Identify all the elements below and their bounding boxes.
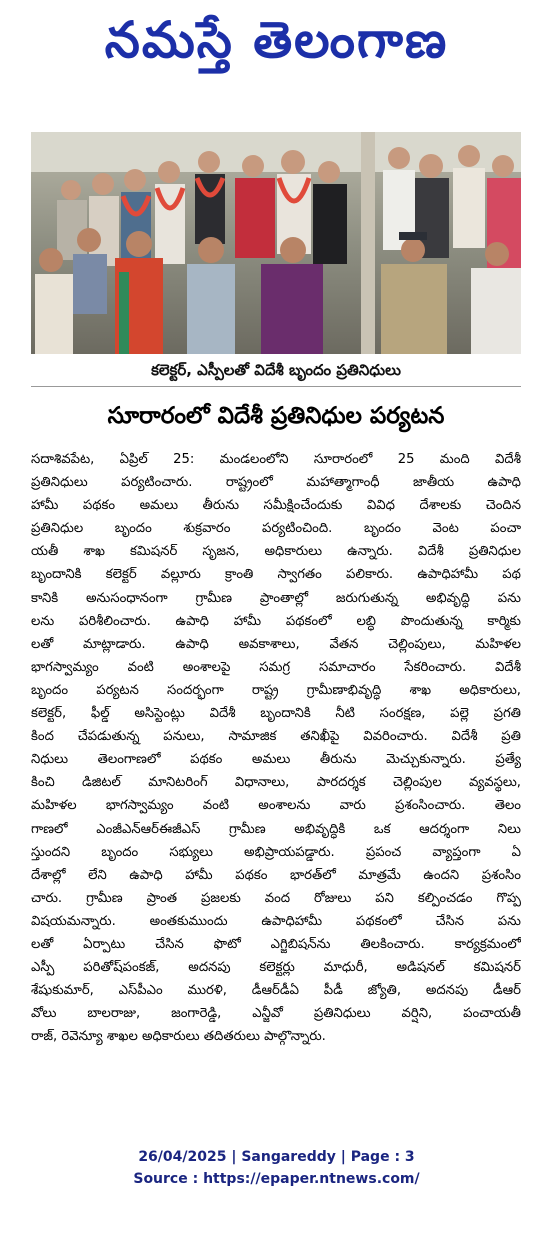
article-line: లతో ఏర్పాటు చేసిన ఫొటో ఎగ్జిబిషన్‌ను తిలకించారు. కార్యక్రమంలో xyxy=(31,936,521,952)
article-line: ప్రతినిధులు పర్యటించారు. రాష్ట్రంలో మహాత్మాగాంధీ జాతీయ ఉపాధి xyxy=(31,475,521,491)
article-line: బృందానికి కలెక్టర్‌ వల్లూరు క్రాంతి స్వాగతం పలికారు. ఉపాధిహామీ పథ xyxy=(31,567,521,583)
article-line: మహిళల భాగస్వామ్యం వంటి అంశాలను వారు ప్రశంసించారు. తెలం xyxy=(31,798,521,814)
article-line: లతో మాట్లాడారు. ఉపాధి అవకాశాలు, వేతన చెల్లింపులు, మహిళల xyxy=(31,636,521,652)
article-line: గాణలో ఎంజీఎన్‌ఆర్‌ఈజీఎస్‌ గ్రామీణ అభివృద్ధికి ఒక ఆదర్శంగా నిలు xyxy=(31,821,521,837)
article-line: చారు. గ్రామీణ ప్రాంత ప్రజలకు వంద రోజులు పని కల్పించడం గొప్ప xyxy=(31,890,521,906)
photo-caption-bar xyxy=(31,354,521,387)
article-line: విషయమన్నారు. అంతకుముందు ఉపాధిహామీ పథకంలో చేసిన పను xyxy=(31,913,521,929)
article-line: బృందం పర్యటన సందర్భంగా రాష్ట్ర గ్రామీణాభివృద్ధి శాఖ అధికారులు, xyxy=(31,682,521,698)
article-line: లను పరిశీలించారు. ఉపాధి హామీ పథకంలో లబ్ధి పొందుతున్న కార్మికు xyxy=(31,613,521,629)
masthead: నమస్తే తెలంగాణ xyxy=(104,11,449,69)
article-line: సదాశివపేట, ఏప్రిల్‌ 25: మండలంలోని సూరారంలో 25 మంది విదేశీ xyxy=(31,452,521,467)
article-line: రాజ్‌, రెవెన్యూ శాఖల అధికారులు తదితరులు పాల్గొన్నారు. xyxy=(31,1029,326,1045)
article-line: ప్రతినిధుల బృందం శుక్రవారం పర్యటించింది. బృందం వెంట పంచా xyxy=(31,521,521,537)
article-line: వోలు బాలరాజు, జంగారెడ్డి, ఎన్జీవో ప్రతినిధులు వర్షిని, పంచాయతీ xyxy=(31,1006,521,1022)
article-line: ఎస్పీ పరితోష్‌పంకజ్‌, అదనపు కలెక్టర్లు మాధురీ, అడిషనల్‌ కమిషనర్‌ xyxy=(31,960,521,976)
article-body xyxy=(31,448,521,1048)
article-line: కలెక్టర్‌, ఫీల్డ్‌ అసిస్టెంట్లు విదేశీ బృందానికి నీటి సంరక్షణ, పల్లె ప్రగతి xyxy=(31,706,521,722)
footer-date-edition-page: 26/04/2025 | Sangareddy | Page : 3 xyxy=(138,1149,415,1165)
article-line: కింద చేపడుతున్న పనులు, సామాజిక తనిఖీపై వివరించారు. విదేశీ ప్రతి xyxy=(31,729,521,745)
article-line: నిధులు తెలంగాణలో పథకం అమలు తీరును మెచ్చుకున్నారు. ప్రత్యే xyxy=(31,752,521,768)
article-line: హామీ పథకం అమలు తీరును సమీక్షించేందుకు వివిధ దేశాలకు చెందిన xyxy=(31,498,521,514)
article-line: కించి డిజిటల్‌ మానిటరింగ్‌ విధానాలు, పారదర్శక చెల్లింపుల వ్యవస్థలు, xyxy=(31,775,521,791)
footer-source: Source : https://epaper.ntnews.com/ xyxy=(133,1171,420,1187)
photo-caption: కలెక్టర్‌, ఎస్పీలతో విదేశీ బృందం ప్రతినిధులు xyxy=(151,361,401,379)
article-line: భాగస్వామ్యం వంటి అంశాలపై సమగ్ర సమాచారం సేకరించారు. విదేశీ xyxy=(31,659,521,675)
article-line: శేషుకుమార్‌, ఎస్‌పీఎం మురళి, డీఆర్‌డీఏ పీడీ జ్యోతి, అదనపు డీఆర్‌ xyxy=(31,983,521,999)
footer xyxy=(0,1146,553,1190)
headline: సూరారంలో విదేశీ ప్రతినిధుల పర్యటన xyxy=(107,403,445,429)
article-line: దేశాల్లో లేని ఉపాధి హామీ పథకం భారత్‌లో మాత్రమే ఉందని ప్రశంసిం xyxy=(31,867,521,883)
article-line: కానికి అనుసంధానంగా గ్రామీణ ప్రాంతాల్లో జరుగుతున్న అభివృద్ధి పను xyxy=(31,590,521,606)
article-line: స్తుందని బృందం సభ్యులు అభిప్రాయపడ్డారు. ప్రపంచ వ్యాప్తంగా ఏ xyxy=(31,844,521,860)
article-line: యతీ శాఖ కమిషనర్‌ సృజన, అధికారులు ఉన్నారు. విదేశీ ప్రతినిధుల xyxy=(31,544,521,560)
news-photo xyxy=(31,132,521,354)
